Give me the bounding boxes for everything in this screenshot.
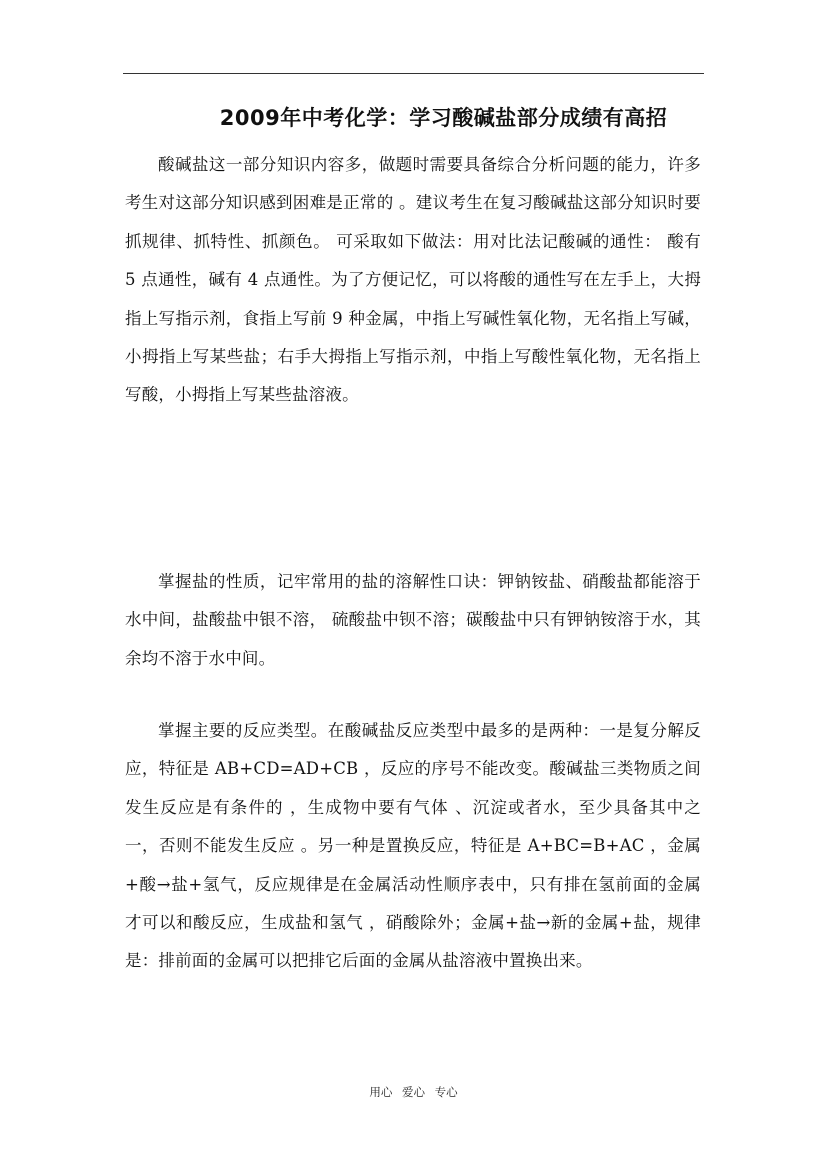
header-rule <box>123 73 704 74</box>
document-title: 2009年中考化学：学习酸碱盐部分成绩有高招 <box>219 106 668 130</box>
paragraph-3: 掌握主要的反应类型。在酸碱盐反应类型中最多的是两种：一是复分解反应，特征是 AB+CD=AD+CB ，反应的序号不能改变。酸碱盐三类物质之间发生反应是有条件的 ，生成物中要有气体 、沉淀或者水，至少具备其中之一，否则不能发生反应 。另一种是置换反应，特征是 A+BC=B+AC ，金属+酸→盐+氢气，反应规律是在金属活动性顺序表中，只有排在氢前面的金属才可以和酸反应，生成盐和氢气 ，硝酸除外；金属+盐→新的金属+盐，规律是：排前面的金属可以把排它后面的金属从盐溶液中置换出来。 <box>125 721 701 971</box>
paragraph-1: 酸碱盐这一部分知识内容多，做题时需要具备综合分析问题的能力，许多考生对这部分知识感到困难是正常的 。建议考生在复习酸碱盐这部分知识时要抓规律、抓特性、抓颜色。 可采取如下做法：用对比法记酸碱的通性： 酸有 5 点通性，碱有 4 点通性。为了方便记忆，可以将酸的通性写在左手上，大拇指上写指示剂，食指上写前 9 种金属，中指上写碱性氧化物，无名指上写碱， 小拇指上写某些盐；右手大拇指上写指示剂，中指上写酸性氧化物，无名指上写酸，小拇指上写某些盐溶液。 <box>125 155 701 405</box>
paragraph-2: 掌握盐的性质，记牢常用的盐的溶解性口诀：钾钠铵盐、硝酸盐都能溶于水中间，盐酸盐中银不溶， 硫酸盐中钡不溶；碳酸盐中只有钾钠铵溶于水，其余均不溶于水中间。 <box>125 572 701 668</box>
page-footer: 用心 爱心 专心 <box>369 1085 458 1099</box>
